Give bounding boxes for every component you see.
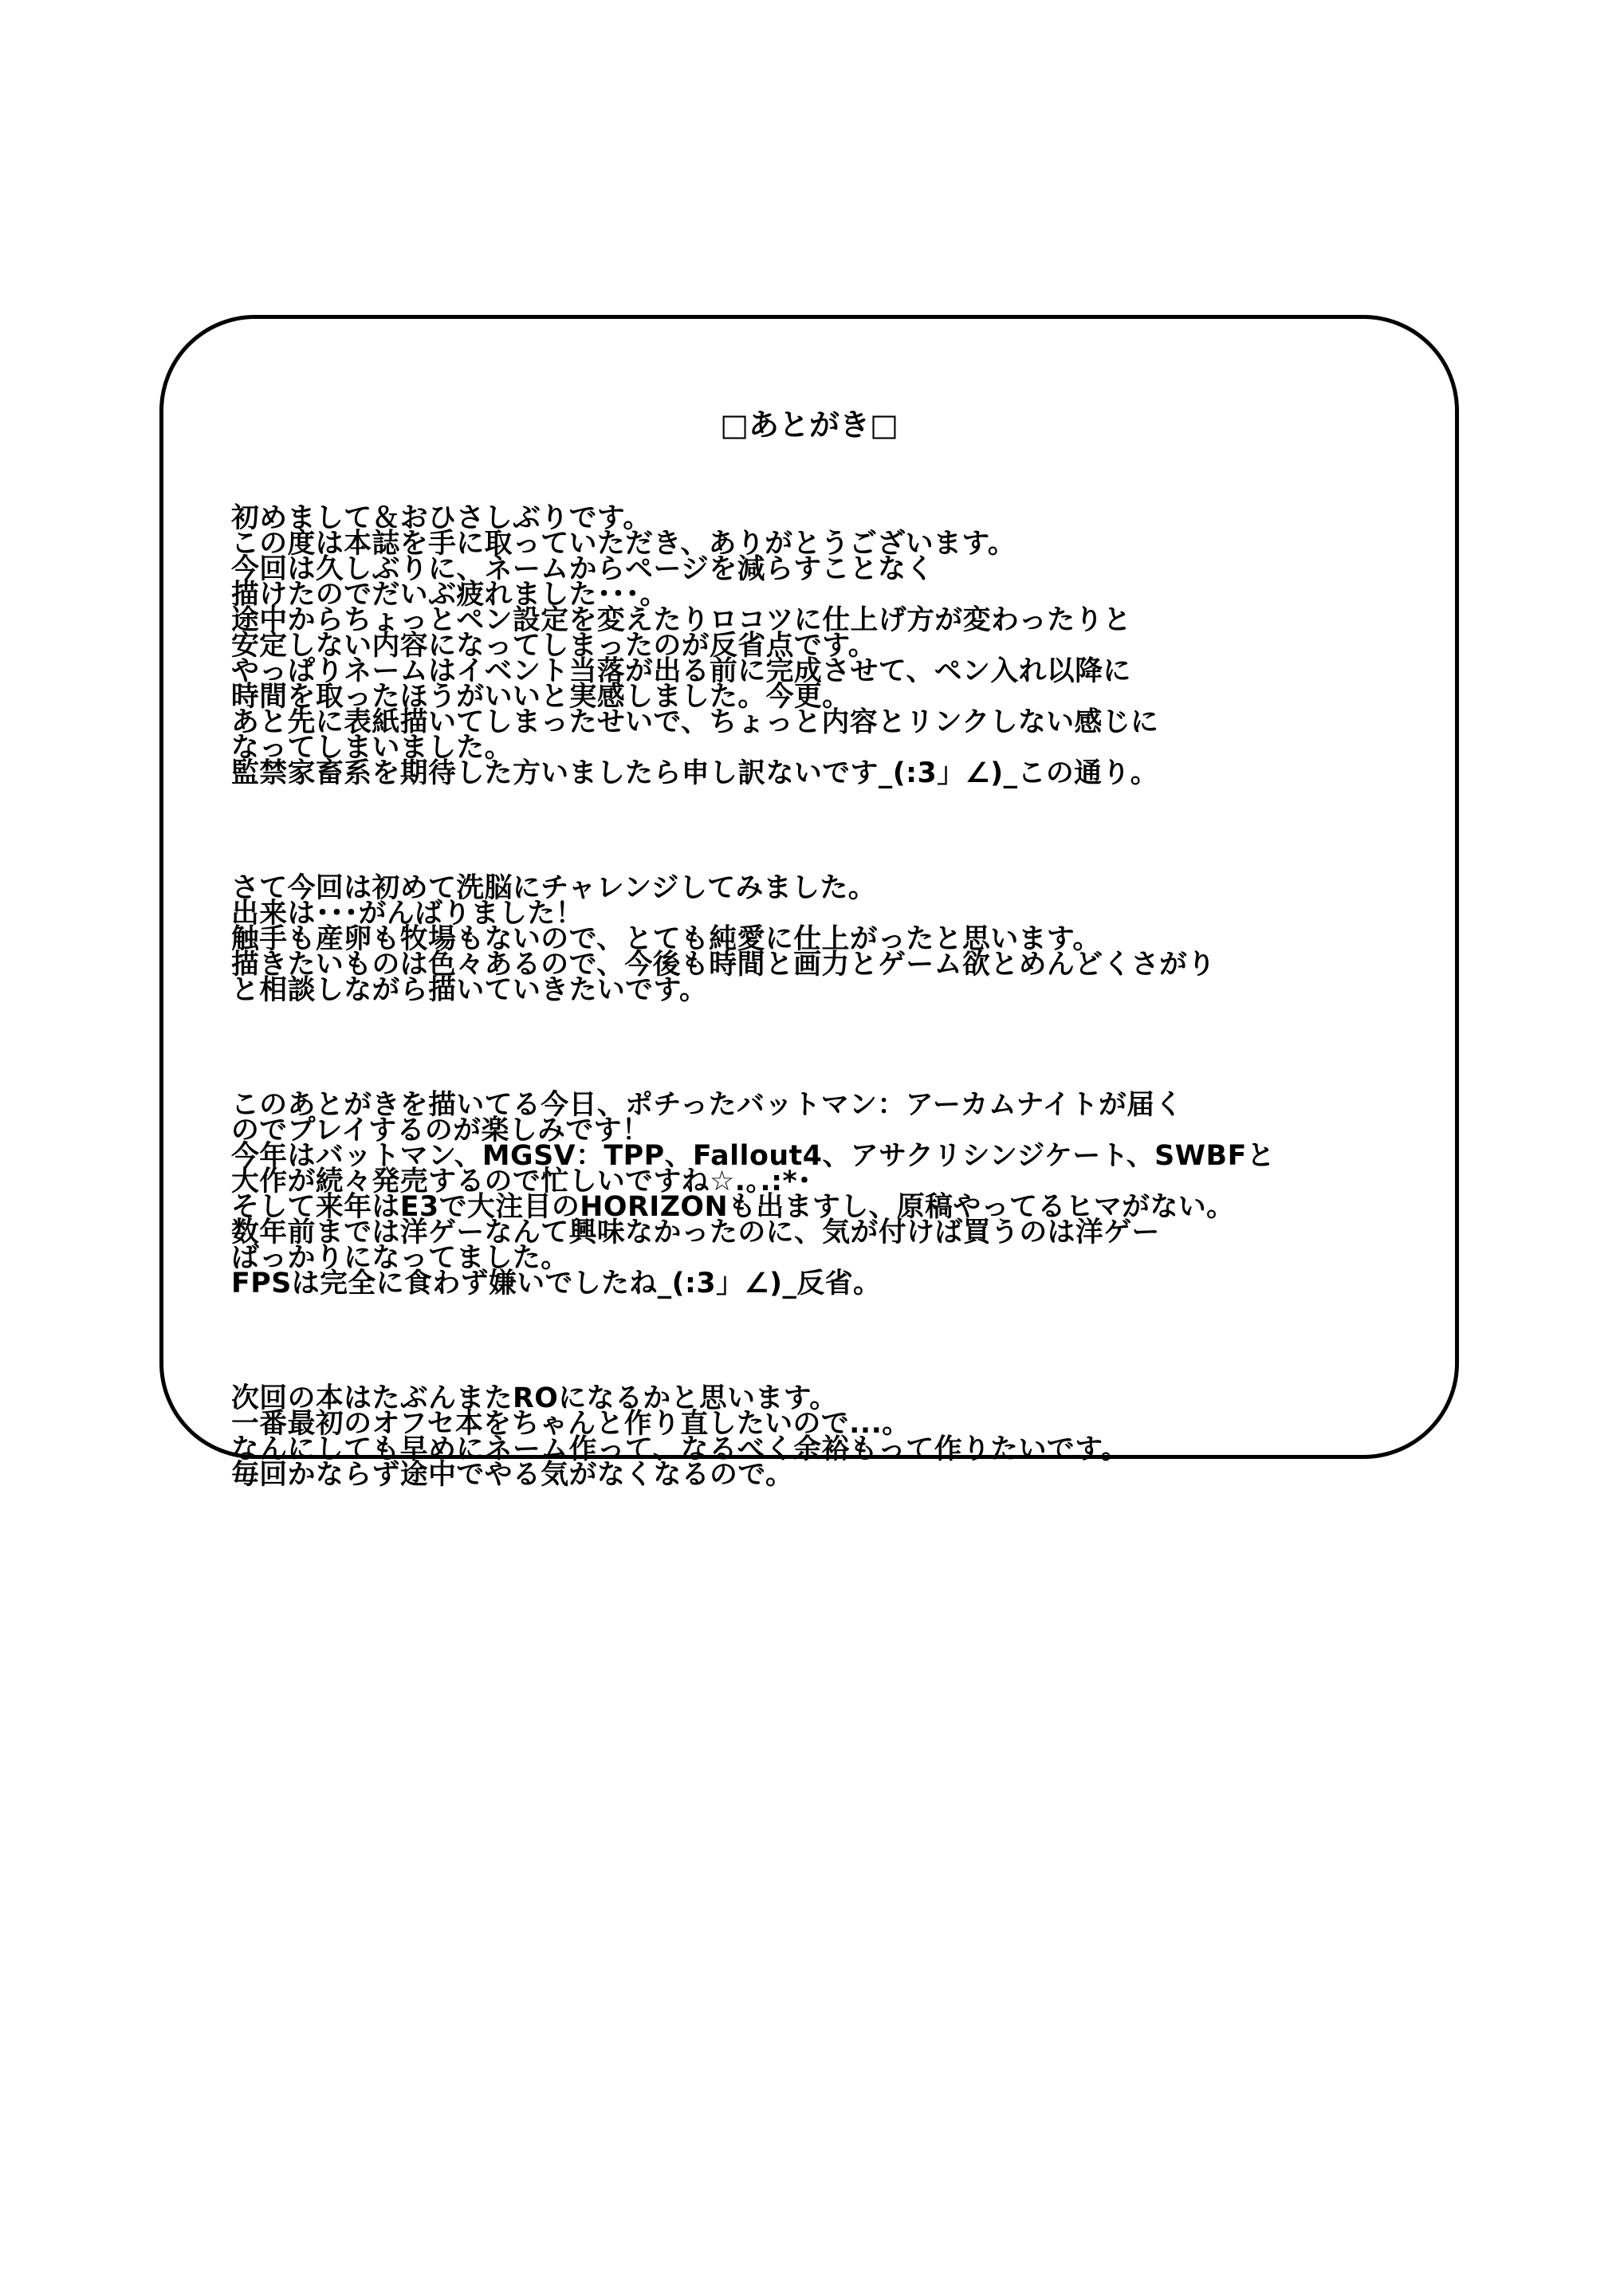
text-line: さて今回は初めて洗脳にチャレンジしてみました。 — [231, 872, 877, 904]
text-line: 一番最初のオフセ本をちゃんと作り直したいので...。 — [231, 1408, 910, 1440]
text-line: なってしまいました。 — [231, 732, 513, 764]
text-line: あと先に表紙描いてしまったせいで、ちょっと内容とリンクしない感じに — [231, 706, 1159, 738]
text-line: 描けたのでだいぶ疲れました･･･。 — [231, 579, 668, 611]
text-line: 時間を取ったほうがいいと実感しました。今更。 — [231, 681, 851, 713]
text-line: そして来年はE3で大注目のHORIZONも出ますし、原稿やってるヒマがない。 — [231, 1191, 1235, 1223]
text-line: 触手も産卵も牧場もないので、とても純愛に仕上がったと思います。 — [231, 923, 1101, 955]
text-line: この度は本誌を手に取っていただき、ありがとうございます。 — [231, 528, 1016, 560]
text-line: と相談しながら描いていきたいです。 — [231, 974, 708, 1006]
text-line: 今回は久しぶりに、ネームからページを減らすことなく — [231, 553, 934, 585]
text-line: 出来は･･･がんばりました！ — [231, 898, 584, 930]
text-line: このあとがきを描いてる今日、ポチったバットマン：アーカムナイトが届く — [231, 1089, 1183, 1121]
text-line: のでプレイするのが楽しみです！ — [231, 1115, 651, 1146]
text-line: やっぱりネームはイベント当落が出る前に完成させて、ペン入れ以降に — [231, 655, 1131, 687]
text-line: 初めまして＆おひさしぶりです。 — [231, 502, 651, 534]
text-line: 数年前までは洋ゲーなんて興味なかったのに、気が付けば買うのは洋ゲー — [231, 1217, 1160, 1248]
text-line: 安定しない内容になってしまったのが反省点です。 — [231, 630, 877, 662]
page-title: □あとがき□ — [720, 407, 899, 442]
paragraph-3 — [231, 1089, 1427, 1299]
paragraph-1 — [231, 502, 1427, 789]
paragraph-4 — [231, 1382, 1427, 1491]
text-line: 描きたいものは色々あるので、今後も時間と画力とゲーム欲とめんどくさがり — [231, 949, 1216, 981]
text-line: 監禁家畜系を期待した方いましたら申し訳ないです_(:3」∠)_この通り。 — [231, 757, 1159, 789]
text-line: 今年はバットマン、MGSV：TPP、Fallout4、アサクリシンジケート、SWBFと — [231, 1140, 1276, 1172]
afterword-body — [231, 502, 1427, 1577]
text-line: ばっかりになってました。 — [231, 1242, 569, 1274]
text-line: FPSは完全に食わず嫌いでしたね_(:3」∠)_反省。 — [231, 1268, 882, 1299]
text-line: なんにしても早めにネーム作って、なるべく余裕もって作りたいです。 — [231, 1433, 1130, 1465]
text-line: 途中からちょっとペン設定を変えたりロコツに仕上げ方が変わったりと — [231, 604, 1132, 636]
text-line: 次回の本はたぶんまたROになるかと思います。 — [231, 1382, 838, 1414]
paragraph-2 — [231, 872, 1427, 1006]
text-line: 大作が続々発売するので忙しいですね☆.｡.:*･ — [231, 1166, 812, 1197]
text-line: 毎回かならず途中でやる気がなくなるので。 — [231, 1459, 794, 1491]
